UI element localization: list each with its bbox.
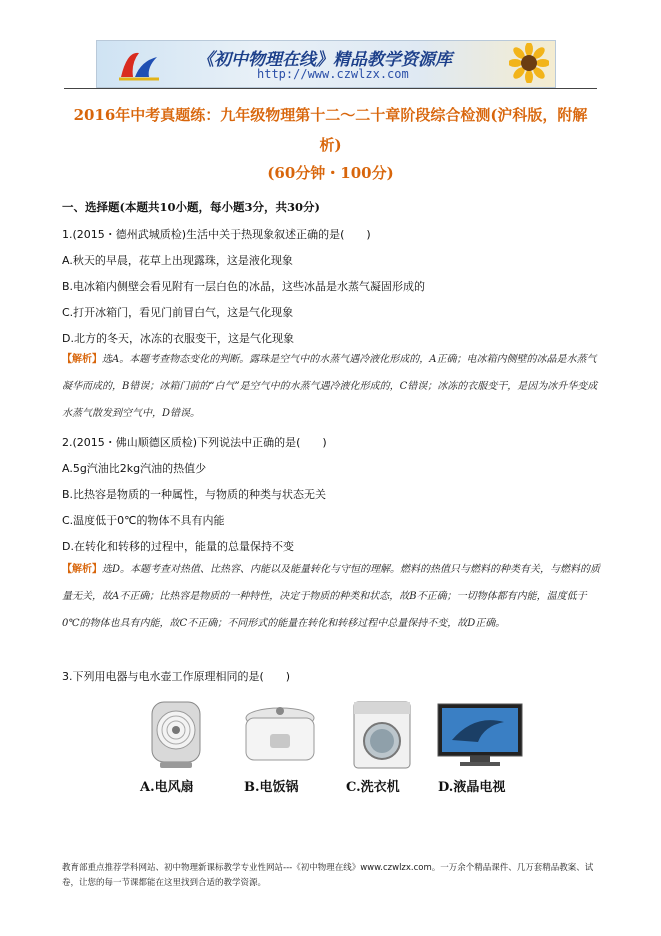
document-title: 2016年中考真题练：九年级物理第十二～二十章阶段综合检测(沪科版，附解析) bbox=[73, 106, 588, 154]
logo-icon bbox=[117, 47, 161, 83]
banner-title: 《初中物理在线》精品教学资源库 bbox=[197, 50, 452, 70]
page-footer: 教育部重点推荐学科网站、初中物理新课标教学专业性网站---《初中物理在线》www.czwlzx.com。一万余个精品课件、几万套精品教案、试卷，让您的每一节课都能在这里找到合适的教学资源。 bbox=[62, 863, 594, 888]
analysis-text: 选A。本题考查物态变化的判断。露珠是空气中的水蒸气遇冷液化形成的，A正确；电冰箱内侧壁的冰晶是水蒸气凝华而成的，B错误；冰箱门前的“白气”是空气中的水蒸气遇冷液化形成的，C错误；冰冻的衣服变干，是因为冰升华变成水蒸气散发到空气中，D错误。 bbox=[62, 354, 598, 419]
lcd-tv-icon bbox=[434, 700, 526, 770]
question-1-analysis bbox=[62, 346, 602, 427]
option-a-caption: A.电风扇 bbox=[140, 780, 194, 795]
question-3-stem: 3.下列用电器与电水壶工作原理相同的是( ) bbox=[62, 670, 291, 683]
section-heading: 一、选择题(本题共10小题，每小题3分，共30分) bbox=[62, 200, 320, 214]
sunflower-icon bbox=[509, 43, 549, 83]
banner-url: http://www.czwlzx.com bbox=[257, 67, 409, 81]
question-2-analysis bbox=[62, 556, 602, 637]
header-banner bbox=[96, 40, 556, 88]
question-2-option-b: B.比热容是物质的一种属性，与物质的种类与状态无关 bbox=[62, 488, 327, 501]
question-1-stem: 1.(2015・德州武城质检)生活中关于热现象叙述正确的是( ) bbox=[62, 228, 371, 241]
question-1-option-c: C.打开冰箱门，看见门前冒白气，这是气化现象 bbox=[62, 306, 294, 319]
question-1-option-d: D.北方的冬天，冰冻的衣服变干，这是气化现象 bbox=[62, 332, 294, 345]
question-2-option-d: D.在转化和转移的过程中，能量的总量保持不变 bbox=[62, 540, 294, 553]
header-rule bbox=[64, 88, 597, 89]
analysis-tag: 【解析】 bbox=[62, 354, 102, 365]
washing-machine-icon bbox=[336, 700, 428, 770]
analysis-text: 选D。本题考查对热值、比热容、内能以及能量转化与守恒的理解。燃料的热值只与燃料的种类有关，与燃料的质量无关，故A不正确；比热容是物质的一种特性，决定于物质的种类和状态，故B不正确；一切物体都有内能，温度低于0℃的物体也具有内能，故C不正确；不同形式的能量在转化和转移过程中总量保持不变，故D正确。 bbox=[62, 564, 601, 629]
question-2-option-c: C.温度低于0℃的物体不具有内能 bbox=[62, 514, 225, 527]
option-b-caption: B.电饭锅 bbox=[244, 780, 299, 795]
question-2-stem: 2.(2015・佛山顺德区质检)下列说法中正确的是( ) bbox=[62, 436, 327, 449]
analysis-tag: 【解析】 bbox=[62, 564, 102, 575]
option-d-caption: D.液晶电视 bbox=[438, 780, 506, 795]
option-c-caption: C.洗衣机 bbox=[346, 780, 400, 795]
rice-cooker-icon bbox=[234, 700, 326, 770]
question-1-option-a: A.秋天的早晨，花草上出现露珠，这是液化现象 bbox=[62, 254, 293, 267]
question-1-option-b: B.电冰箱内侧壁会看见附有一层白色的冰晶，这些冰晶是水蒸气凝固形成的 bbox=[62, 280, 426, 293]
fan-icon bbox=[130, 700, 222, 770]
question-2-option-a: A.5g汽油比2kg汽油的热值少 bbox=[62, 462, 207, 475]
document-subtitle: (60分钟・100分) bbox=[267, 164, 394, 182]
